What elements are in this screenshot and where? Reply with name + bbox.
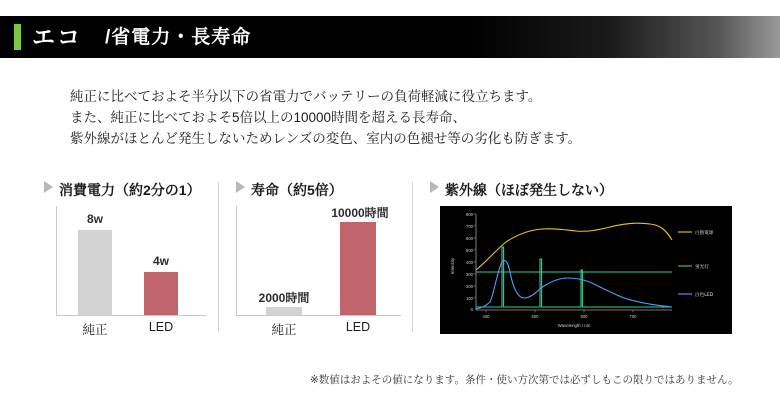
svg-text:600: 600 [580, 314, 588, 319]
power-xlabel-genuine: 純正 [82, 323, 108, 337]
power-x-axis [56, 315, 206, 316]
svg-text:700: 700 [629, 314, 637, 319]
chart-lifespan [236, 206, 401, 336]
panel-divider-1 [218, 182, 219, 332]
panel-lifespan-title [236, 180, 343, 200]
triangle-bullet-icon [236, 181, 245, 193]
page-subtitle: /省電力・長寿命 [105, 27, 252, 48]
power-value-led: 4w [152, 254, 169, 268]
lifespan-value-genuine: 2000時間 [258, 291, 310, 305]
svg-text:100: 100 [466, 296, 473, 301]
lead-line-1: 純正に比べておよそ半分以下の省電力でバッテリーの負荷軽減に役立ちます。 [70, 89, 542, 104]
svg-text:200: 200 [466, 284, 473, 289]
page-header [0, 16, 780, 58]
lead-line-3: 紫外線がほとんど発生しないためレンズの変色、室内の色褪せ等の劣化も防ぎます。 [70, 131, 582, 146]
panel-power-title [44, 180, 201, 200]
svg-text:600: 600 [466, 236, 473, 241]
panel-lifespan [236, 180, 343, 200]
header-accent-bar [14, 24, 21, 50]
legend-fluorescent: 蛍光灯 [695, 264, 709, 270]
panel-lifespan-title-text: 寿命（約5倍） [251, 182, 343, 198]
footnote: ※数値はおよその値になります。条件・使い方次第では必ずしもこの限りではありません。 [310, 374, 739, 386]
power-bar-led [144, 272, 178, 315]
panel-divider-2 [412, 182, 413, 332]
power-y-axis [56, 206, 57, 316]
svg-text:500: 500 [466, 248, 473, 253]
svg-text:0: 0 [470, 307, 473, 312]
triangle-bullet-icon [430, 181, 439, 193]
svg-text:300: 300 [466, 272, 473, 277]
lifespan-xlabel-led: LED [345, 320, 371, 334]
panel-power-title-text: 消費電力（約2分の1） [59, 182, 201, 198]
uv-spectrum-svg [440, 206, 732, 334]
lead-line-2: また、純正に比べておよそ5倍以上の10000時間を超える長寿命、 [70, 110, 467, 125]
lifespan-bar-led [340, 222, 376, 315]
chart-power-consumption [56, 206, 206, 336]
svg-text:400: 400 [466, 260, 473, 265]
svg-text:400: 400 [482, 314, 490, 319]
svg-text:Intensity: Intensity [450, 257, 455, 275]
lifespan-xlabel-genuine: 純正 [271, 323, 297, 337]
svg-text:500: 500 [531, 314, 539, 319]
svg-text:700: 700 [466, 224, 473, 229]
panel-uv-title-text: 紫外線（ほぼ発生しない） [445, 182, 613, 198]
power-bar-genuine [78, 230, 112, 315]
power-value-genuine: 8w [86, 212, 103, 226]
svg-text:Wavelength / nm: Wavelength / nm [557, 323, 591, 328]
chart-uv-spectrum [440, 206, 732, 334]
svg-text:800: 800 [466, 212, 473, 217]
legend-led: 白色LED [695, 292, 714, 298]
triangle-bullet-icon [44, 181, 53, 193]
page-title: エコ [32, 24, 82, 50]
panel-uv [430, 180, 613, 200]
power-xlabel-led: LED [148, 320, 174, 334]
lifespan-value-led: 10000時間 [331, 206, 389, 220]
lead-paragraph [70, 86, 730, 149]
lifespan-y-axis [236, 206, 237, 316]
panel-uv-title [430, 180, 613, 200]
panel-power-consumption [44, 180, 201, 200]
legend-halogen: 白熱電球 [695, 230, 714, 236]
lifespan-bar-genuine [266, 307, 302, 315]
lifespan-x-axis [236, 315, 401, 316]
